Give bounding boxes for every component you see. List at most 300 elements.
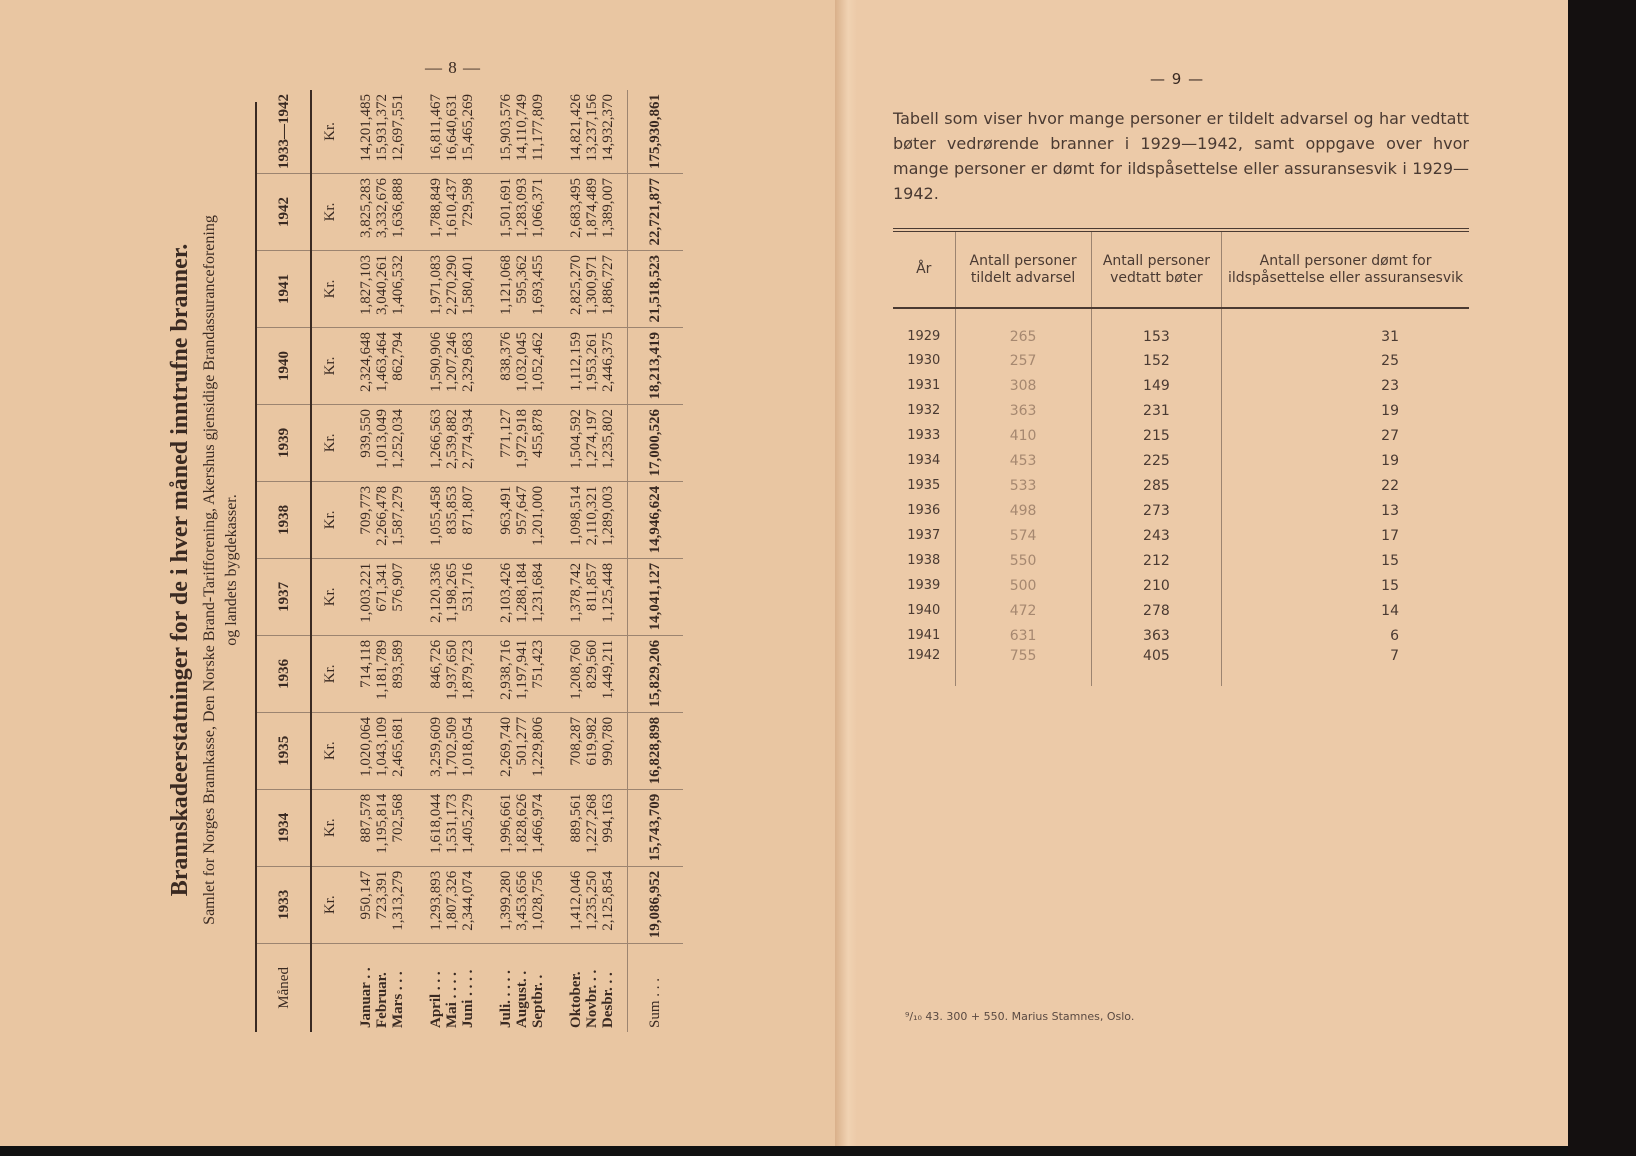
value-cell (347, 327, 417, 404)
table-row (893, 648, 1469, 686)
value: 2,465,681 (390, 716, 406, 777)
year-header: 1934 (257, 789, 311, 866)
value: 709,773 (358, 485, 374, 535)
table-row (893, 473, 1469, 498)
value: 2,120,336 (428, 562, 444, 623)
value: 871,807 (460, 485, 476, 535)
value-cell (487, 251, 557, 328)
sum-value: 14,946,624 (627, 481, 683, 558)
table-cell: 1940 (907, 603, 941, 618)
sum-value: 15,829,206 (627, 635, 683, 712)
bottom-edge (0, 1146, 1636, 1156)
table-cell: 265 (955, 308, 1091, 348)
value: 2,103,426 (498, 562, 514, 623)
value: 1,590,906 (428, 331, 444, 392)
value: 889,561 (567, 793, 584, 843)
currency-label: Kr. (311, 327, 347, 404)
value: 1,313,279 (390, 870, 406, 931)
value: 531,716 (460, 562, 476, 612)
table-row (893, 573, 1469, 598)
table-row (893, 623, 1469, 648)
value: 1,125,448 (599, 562, 616, 623)
value: 576,907 (390, 562, 406, 612)
value-cell (487, 712, 557, 789)
table-cell: 1937 (907, 528, 941, 543)
table-cell: 453 (955, 448, 1091, 473)
value: 15,931,372 (374, 94, 390, 162)
table-cell: 472 (955, 598, 1091, 623)
table-row (893, 423, 1469, 448)
value: 2,344,074 (460, 870, 476, 931)
table-cell: 243 (1091, 523, 1222, 548)
currency-label: Kr. (311, 481, 347, 558)
table-cell: 1934 (907, 453, 941, 468)
value: 708,287 (567, 716, 584, 766)
value: 455,878 (530, 408, 546, 458)
value: 1,412,046 (567, 870, 584, 931)
header-row (893, 230, 1469, 308)
column-header: Antall personer vedtatt bøter (1091, 230, 1222, 308)
sum-value: 19,086,952 (627, 866, 683, 943)
value-cell (487, 866, 557, 943)
value-cell (557, 327, 627, 404)
value: 1,996,661 (498, 793, 514, 854)
year-header: 1940 (257, 327, 311, 404)
currency-label: Kr. (311, 404, 347, 481)
sum-value: 22,721,877 (627, 174, 683, 251)
value: 950,147 (358, 870, 374, 920)
month-group-row (417, 90, 487, 1032)
value: 829,560 (583, 639, 600, 689)
value: 14,821,426 (567, 94, 584, 162)
value: 1,618,044 (428, 793, 444, 854)
value: 862,794 (390, 331, 406, 381)
table-cell: 149 (1091, 373, 1222, 398)
value-cell (417, 327, 487, 404)
value: 1,266,563 (428, 408, 444, 469)
value: 2,539,882 (444, 408, 460, 469)
value: 729,598 (460, 178, 476, 227)
value: 1,972,918 (514, 408, 530, 469)
value: 1,788,849 (428, 178, 444, 239)
value-cell (417, 712, 487, 789)
value: 1,953,261 (583, 331, 600, 392)
table-cell: 1942 (907, 648, 941, 663)
table-row (893, 523, 1469, 548)
value: 939,550 (358, 408, 374, 458)
value: 1,289,003 (599, 485, 616, 546)
table-cell: 1931 (907, 378, 941, 393)
table-cell: 308 (955, 373, 1091, 398)
value: 893,589 (390, 639, 406, 689)
sum-value: 21,518,523 (627, 251, 683, 328)
table-cell: 273 (1091, 498, 1222, 523)
year-header: 1937 (257, 558, 311, 635)
value: 1,466,974 (530, 793, 546, 854)
value: 2,329,683 (460, 331, 476, 392)
currency-row (311, 90, 347, 1032)
month-group-row (347, 90, 417, 1032)
value: 1,028,756 (530, 870, 546, 931)
value-cell (557, 481, 627, 558)
table-cell: 285 (1091, 473, 1222, 498)
value: 1,274,197 (583, 408, 600, 469)
value: 1,378,742 (567, 562, 584, 623)
value: 1,003,221 (358, 562, 374, 623)
value: 1,066,371 (530, 178, 546, 239)
value-cell (347, 635, 417, 712)
value-cell (557, 174, 627, 251)
value: 1,300,971 (583, 255, 600, 315)
currency-label: Kr. (311, 866, 347, 943)
value: 2,446,375 (599, 331, 616, 392)
value: 595,362 (514, 255, 530, 304)
value: 1,501,691 (498, 178, 514, 239)
value-cell (347, 404, 417, 481)
value-cell (487, 404, 557, 481)
value: 1,531,173 (444, 793, 460, 854)
table-row (893, 548, 1469, 573)
value: 1,201,000 (530, 485, 546, 546)
column-header: År (893, 230, 955, 308)
value: 1,235,802 (599, 408, 616, 469)
sum-value: 18,213,419 (627, 327, 683, 404)
value: 16,811,467 (428, 94, 444, 161)
year-header: 1939 (257, 404, 311, 481)
value: 1,055,458 (428, 485, 444, 546)
value: 1,879,723 (460, 639, 476, 700)
page-number-9: — 9 — (1150, 70, 1205, 88)
value-cell (487, 481, 557, 558)
value-cell (417, 404, 487, 481)
table-cell: 550 (955, 548, 1091, 573)
table-cell: 19 (1222, 448, 1469, 473)
table-cell: 215 (1091, 423, 1222, 448)
value-cell (417, 90, 487, 174)
table-cell: 257 (955, 348, 1091, 373)
table-cell: 17 (1222, 523, 1469, 548)
column-header: Antall personer tildelt advarsel (955, 230, 1091, 308)
value: 2,270,290 (444, 255, 460, 315)
value: 1,389,007 (599, 178, 616, 239)
value: 963,491 (498, 485, 514, 535)
table-cell: 153 (1091, 308, 1222, 348)
table-cell: 631 (955, 623, 1091, 648)
value: 957,647 (514, 485, 530, 535)
table-cell: 6 (1222, 623, 1469, 648)
value: 1,504,592 (567, 408, 584, 469)
table-cell: 1929 (907, 329, 941, 344)
value-cell (417, 558, 487, 635)
table-cell: 152 (1091, 348, 1222, 373)
year-header: 1933 (257, 866, 311, 943)
month-labels: Januar . . Februar. Mars . . . (358, 967, 406, 1028)
value: 835,853 (444, 485, 460, 535)
value: 1,020,064 (358, 716, 374, 777)
table-row (893, 373, 1469, 398)
value: 1,636,888 (390, 178, 406, 239)
sum-label: Sum . . . (627, 943, 683, 1032)
table-row (893, 398, 1469, 423)
table-subtitle-2: og landets bygdekasser. (223, 494, 240, 646)
value: 2,266,478 (374, 485, 390, 546)
column-header: Antall personer dømt for ildspåsettelse eller assuransesvik (1222, 230, 1469, 308)
value: 1,252,034 (390, 408, 406, 469)
value-cell (557, 866, 627, 943)
value-cell (487, 174, 557, 251)
value: 3,453,656 (514, 870, 530, 931)
value-cell (417, 866, 487, 943)
value: 3,332,676 (374, 178, 390, 239)
value: 1,195,814 (374, 793, 390, 854)
value: 1,702,509 (444, 716, 460, 777)
table-row (893, 498, 1469, 523)
value: 1,052,462 (530, 331, 546, 392)
value: 1,208,760 (567, 639, 584, 700)
value: 1,098,514 (567, 485, 584, 546)
table-cell: 7 (1222, 648, 1469, 686)
value-cell (557, 789, 627, 866)
value-cell (347, 558, 417, 635)
value: 14,201,485 (358, 94, 374, 162)
value-cell (347, 789, 417, 866)
value-cell (347, 251, 417, 328)
value-cell (557, 558, 627, 635)
sum-value: 175,930,861 (627, 90, 683, 174)
value-cell (347, 712, 417, 789)
value-cell (487, 789, 557, 866)
value: 1,971,083 (428, 255, 444, 315)
value: 2,110,321 (583, 485, 600, 546)
value: 1,018,054 (460, 716, 476, 777)
right-edge (1568, 0, 1636, 1156)
value: 3,825,283 (358, 178, 374, 239)
value-cell (487, 327, 557, 404)
value: 1,828,626 (514, 793, 530, 854)
year-header: 1935 (257, 712, 311, 789)
value: 846,726 (428, 639, 444, 689)
table-cell: 405 (1091, 648, 1222, 686)
value: 1,197,941 (514, 639, 530, 700)
value-cell (487, 558, 557, 635)
value: 714,118 (358, 639, 374, 689)
value: 16,640,631 (444, 94, 460, 162)
blank-cell (311, 943, 347, 1032)
value-cell (557, 635, 627, 712)
table-cell: 23 (1222, 373, 1469, 398)
value-cell (557, 90, 627, 174)
sum-row (627, 90, 683, 1032)
value: 1,229,806 (530, 716, 546, 777)
value: 619,982 (583, 716, 600, 766)
value: 1,580,401 (460, 255, 476, 315)
value-cell (557, 712, 627, 789)
value: 771,127 (498, 408, 514, 458)
value-cell (347, 90, 417, 174)
value: 501,277 (514, 716, 530, 766)
table-cell: 363 (1091, 623, 1222, 648)
value-cell (347, 481, 417, 558)
table-cell: 225 (1091, 448, 1222, 473)
currency-label: Kr. (311, 90, 347, 174)
table-cell: 363 (955, 398, 1091, 423)
value: 1,235,250 (583, 870, 600, 931)
value: 887,578 (358, 793, 374, 843)
value: 1,463,464 (374, 331, 390, 392)
currency-label: Kr. (311, 251, 347, 328)
value: 1,587,279 (390, 485, 406, 546)
value: 811,857 (583, 562, 600, 612)
value-cell (347, 174, 417, 251)
value: 838,376 (498, 331, 514, 381)
value: 1,449,211 (599, 639, 616, 700)
table-cell: 14 (1222, 598, 1469, 623)
value: 1,874,489 (583, 178, 600, 239)
table-cell: 533 (955, 473, 1091, 498)
table-cell: 19 (1222, 398, 1469, 423)
value: 994,163 (599, 793, 616, 843)
table-title: Brannskadeerstatninger for de i hver måned inntrufne branner. (167, 243, 193, 897)
month-group-row (557, 90, 627, 1032)
value: 2,825,270 (567, 255, 584, 315)
value-cell (557, 251, 627, 328)
table-cell: 210 (1091, 573, 1222, 598)
value-cell (417, 174, 487, 251)
currency-label: Kr. (311, 712, 347, 789)
book-gutter (835, 0, 857, 1146)
printer-footer: ⁹/₁₀ 43. 300 + 550. Marius Stamnes, Oslo. (905, 1010, 1135, 1023)
value: 671,341 (374, 562, 390, 612)
table-cell: 1941 (907, 628, 941, 643)
table-subtitle: Samlet for Norges Brannkasse, Den Norske Brand-Tarifforening, Akershus gjensidige Brandassuranceforening (201, 215, 218, 925)
value: 1,283,093 (514, 178, 530, 239)
value: 1,181,789 (374, 639, 390, 700)
month-header: Måned (257, 943, 311, 1032)
value: 14,932,370 (599, 94, 616, 162)
currency-label: Kr. (311, 635, 347, 712)
table-row (893, 308, 1469, 348)
table-cell: 1936 (907, 503, 941, 518)
table-cell: 498 (955, 498, 1091, 523)
value: 3,040,261 (374, 255, 390, 315)
value: 15,465,269 (460, 94, 476, 162)
value: 1,112,159 (567, 331, 584, 392)
currency-label: Kr. (311, 558, 347, 635)
table-cell: 27 (1222, 423, 1469, 448)
value: 1,610,437 (444, 178, 460, 239)
table-row (893, 598, 1469, 623)
value: 15,903,576 (498, 94, 514, 162)
table-cell: 1930 (907, 353, 941, 368)
currency-label: Kr. (311, 174, 347, 251)
value: 11,177,809 (530, 94, 546, 161)
value-cell (557, 404, 627, 481)
value: 1,121,068 (498, 255, 514, 315)
sum-value: 16,828,898 (627, 712, 683, 789)
value: 1,288,184 (514, 562, 530, 623)
table-cell: 1935 (907, 478, 941, 493)
value-cell (417, 635, 487, 712)
table-cell: 1933 (907, 428, 941, 443)
value: 1,937,650 (444, 639, 460, 700)
table-cell: 1939 (907, 578, 941, 593)
value: 1,293,893 (428, 870, 444, 931)
table-cell: 22 (1222, 473, 1469, 498)
value: 14,110,749 (514, 94, 530, 161)
value: 1,807,326 (444, 870, 460, 931)
value: 751,423 (530, 639, 546, 689)
rotated-table-block (165, 90, 725, 1050)
sum-value: 15,743,709 (627, 789, 683, 866)
value-cell (417, 789, 487, 866)
table-row (893, 448, 1469, 473)
value: 1,231,684 (530, 562, 546, 623)
table-cell: 231 (1091, 398, 1222, 423)
value: 723,391 (374, 870, 390, 920)
table-cell: 410 (955, 423, 1091, 448)
table-cell: 212 (1091, 548, 1222, 573)
intro-paragraph: Tabell som viser hvor mange personer er tildelt advarsel og har vedtatt bøter vedrørende branner i 1929—1942, samt oppgave over hvor mange personer er dømt for ildspåsettelse eller assuransesvik i 1929—1942. (893, 109, 1469, 203)
value: 1,207,246 (444, 331, 460, 392)
value: 1,405,279 (460, 793, 476, 854)
value: 2,125,854 (599, 870, 616, 931)
value: 1,227,268 (583, 793, 600, 854)
table-cell: 755 (955, 648, 1091, 686)
value: 1,886,727 (599, 255, 616, 315)
sum-value: 14,041,127 (627, 558, 683, 635)
table-cell: 1938 (907, 553, 941, 568)
value: 1,013,049 (374, 408, 390, 469)
table-cell: 15 (1222, 573, 1469, 598)
value-cell (487, 90, 557, 174)
year-header: 1936 (257, 635, 311, 712)
month-labels: Oktober. Novbr. . . Desbr. . . (567, 969, 616, 1028)
value: 2,324,648 (358, 331, 374, 392)
value: 13,237,156 (583, 94, 600, 162)
table-cell: 278 (1091, 598, 1222, 623)
table-cell: 500 (955, 573, 1091, 598)
table-cell: 25 (1222, 348, 1469, 373)
month-labels: Juli. . . . . August. . Septbr. . (498, 970, 546, 1028)
value: 2,683,495 (567, 178, 584, 239)
value: 1,827,103 (358, 255, 374, 315)
sum-value: 17,000,526 (627, 404, 683, 481)
value-cell (417, 481, 487, 558)
year-header: 1941 (257, 251, 311, 328)
value: 2,774,934 (460, 408, 476, 469)
value: 1,399,280 (498, 870, 514, 931)
table-row (893, 348, 1469, 373)
value: 12,697,551 (390, 94, 406, 162)
value: 1,406,532 (390, 255, 406, 315)
table-cell: 15 (1222, 548, 1469, 573)
table-cell: 1932 (907, 403, 941, 418)
table-cell: 13 (1222, 498, 1469, 523)
page-number-8: — 8 — (425, 58, 481, 77)
year-header: 1942 (257, 174, 311, 251)
value: 990,780 (599, 716, 616, 766)
value-cell (417, 251, 487, 328)
header-row (257, 90, 311, 1032)
year-header: 1933—1942 (257, 90, 311, 174)
currency-label: Kr. (311, 789, 347, 866)
persons-table (893, 228, 1469, 686)
fire-damage-table (257, 90, 683, 1032)
value: 1,043,109 (374, 716, 390, 777)
value: 2,269,740 (498, 716, 514, 777)
month-labels: April . . . Mai . . . . Juni . . . . (428, 969, 476, 1028)
month-group-row (487, 90, 557, 1032)
